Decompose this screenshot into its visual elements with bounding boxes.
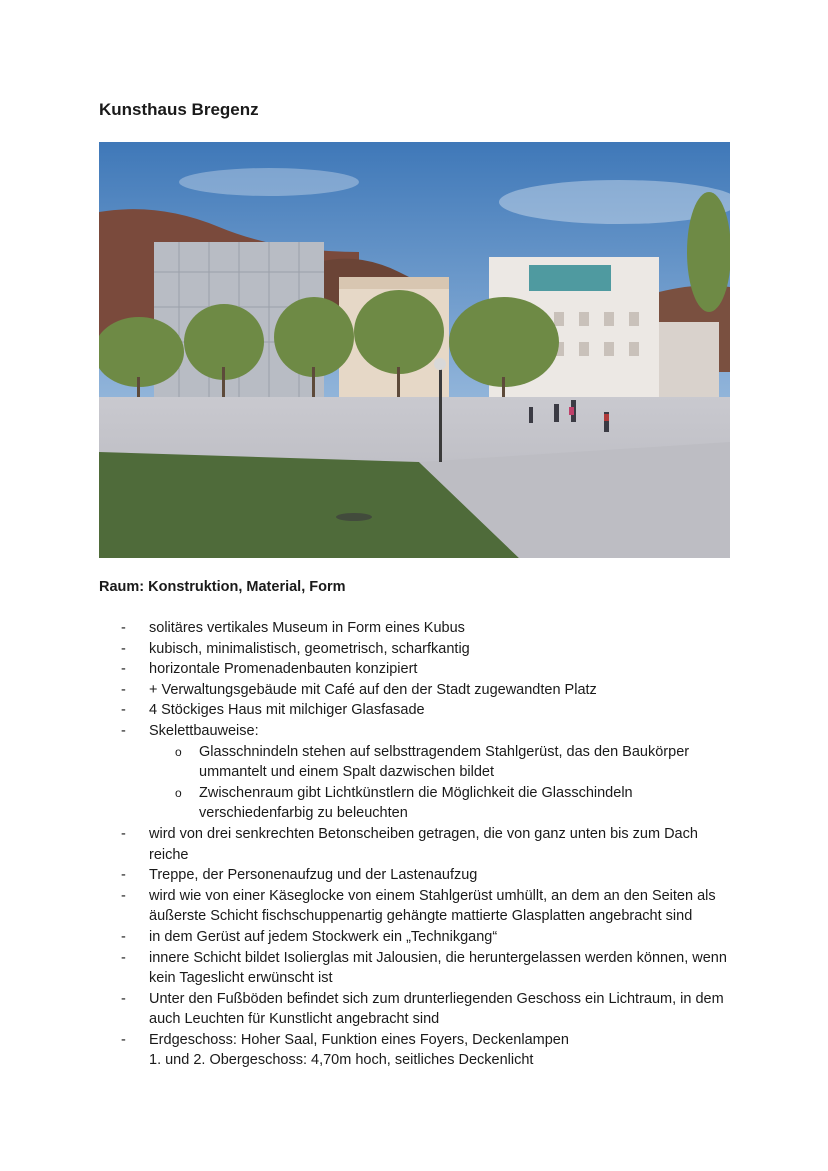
building-photo-illustration <box>99 142 730 558</box>
list-item-text: wird wie von einer Käseglocke von einem Stahlgerüst umhüllt, an dem an den Seiten als äußerste Schicht fischschuppenartig gehängte mattierte Glasplatten angebracht sind <box>149 887 716 925</box>
list-item <box>99 700 739 721</box>
dash-bullet: - <box>121 640 126 657</box>
list-item-text: in dem Gerüst auf jedem Stockwerk ein „Technikgang“ <box>149 928 498 945</box>
list-item-text: kubisch, minimalistisch, geometrisch, scharfkantig <box>149 640 470 657</box>
dash-bullet: - <box>121 928 126 945</box>
list-item-text: horizontale Promenadenbauten konzipiert <box>149 661 418 678</box>
list-item-text: + Verwaltungsgebäude mit Café auf den der Stadt zugewandten Platz <box>149 681 597 698</box>
sub-list-item <box>149 783 739 824</box>
section-heading: Raum: Konstruktion, Material, Form <box>99 579 346 595</box>
list-item <box>99 659 739 680</box>
sub-list-item-text: Glasschnindeln stehen auf selbsttragendem Stahlgerüst, das den Baukörper ummantelt und einem Spalt dazwischen bildet <box>199 743 690 781</box>
document-title: Kunsthaus Bregenz <box>99 100 259 119</box>
circle-bullet: o <box>175 744 182 759</box>
list-item <box>99 824 739 865</box>
list-item <box>99 865 739 886</box>
dash-bullet: - <box>121 620 126 636</box>
building-photo <box>99 142 730 558</box>
dash-bullet: - <box>121 887 126 904</box>
list-item <box>99 680 739 701</box>
list-item <box>99 886 739 927</box>
dash-bullet: - <box>121 702 126 719</box>
dash-bullet: - <box>121 661 126 678</box>
dash-bullet: - <box>121 825 126 842</box>
dash-bullet: - <box>121 681 126 698</box>
bullet-list <box>99 618 739 1071</box>
dash-bullet: - <box>121 949 126 966</box>
sub-bullet-list <box>149 742 739 824</box>
list-item-text: 4 Stöckiges Haus mit milchiger Glasfasade <box>149 702 425 719</box>
list-item-text: Erdgeschoss: Hoher Saal, Funktion eines Foyers, Deckenlampen <box>149 1031 569 1048</box>
list-item <box>99 927 739 948</box>
circle-bullet: o <box>175 785 182 800</box>
list-item <box>99 989 739 1030</box>
dash-bullet: - <box>121 1031 126 1048</box>
continuation-line: 1. und 2. Obergeschoss: 4,70m hoch, seitliches Deckenlicht <box>149 1052 534 1069</box>
list-item-text: wird von drei senkrechten Betonscheiben getragen, die von ganz unten bis zum Dach reiche <box>149 825 698 863</box>
list-item <box>99 618 739 639</box>
dash-bullet: - <box>121 867 126 884</box>
sub-list-item <box>149 742 739 783</box>
dash-bullet: - <box>121 722 126 739</box>
list-item-text: Skelettbauweise: <box>149 722 259 739</box>
dash-bullet: - <box>121 990 126 1007</box>
list-item-text: Treppe, der Personenaufzug und der Lastenaufzug <box>149 867 478 884</box>
list-item <box>99 1030 739 1071</box>
list-item-text: Unter den Fußböden befindet sich zum drunterliegenden Geschoss ein Lichtraum, in dem auch Leuchten für Kunstlicht angebracht sind <box>149 990 724 1028</box>
sub-list-item-text: Zwischenraum gibt Lichtkünstlern die Möglichkeit die Glasschindeln verschiedenfarbig zu beleuchten <box>199 784 633 822</box>
list-item <box>99 721 739 824</box>
list-item <box>99 639 739 660</box>
list-item-text: innere Schicht bildet Isolierglas mit Jalousien, die heruntergelassen werden können, wenn kein Tageslicht erwünscht ist <box>149 949 727 987</box>
list-item-text: solitäres vertikales Museum in Form eines Kubus <box>149 620 465 636</box>
list-item <box>99 948 739 989</box>
